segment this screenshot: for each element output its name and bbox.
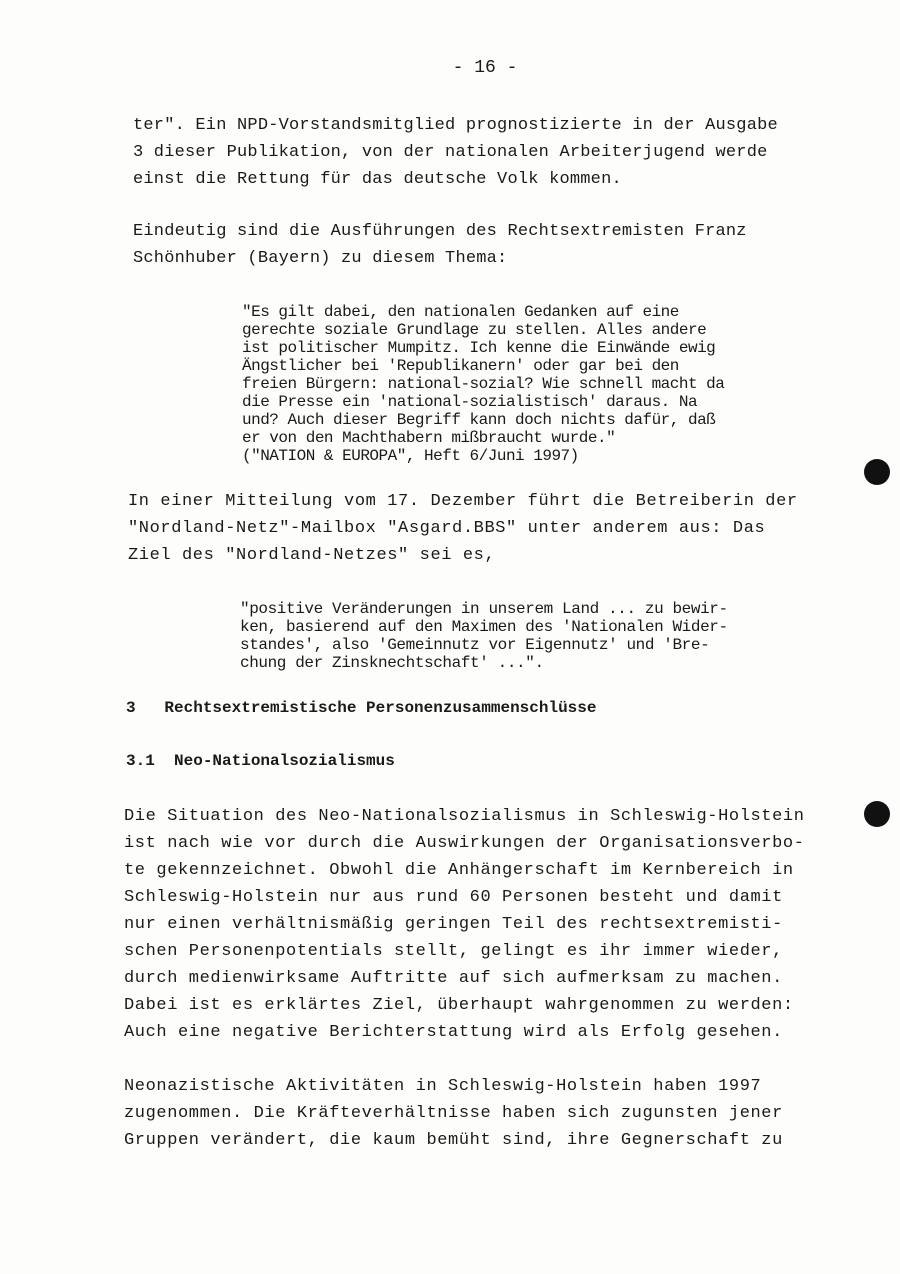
margin-punch-hole-mark	[864, 801, 890, 827]
paragraph-schoenhuber-intro: Eindeutig sind die Ausführungen des Rechtsextremisten Franz Schönhuber (Bayern) zu diesem Thema:	[133, 222, 747, 268]
quote-nordland-netz: "positive Veränderungen in unserem Land ... zu bewir- ken, basierend auf den Maximen des 'Nationalen Wider- standes', also 'Gemeinnutz vor Eigennutz' und 'Bre- chung der Zinsknechtschaft' ...".	[240, 600, 728, 672]
page-number: - 16 -	[452, 58, 518, 78]
paragraph-neo-ns-situation: Die Situation des Neo-Nationalsozialismus in Schleswig-Holstein ist nach wie vor durch die Auswirkungen der Organisationsverbo- te gekennzeichnet. Obwohl die Anhängerschaft im Kernbereich in Schleswig-Holstein nur aus rund 60 Personen besteht und damit nur einen verhältnismäßig geringen Teil des rechtsextremisti- schen Personenpotentials stellt, gelingt es ihr immer wieder, durch medienwirksame Auftritte auf sich aufmerksam zu machen. Dabei ist es erklärtes Ziel, überhaupt wahrgenommen zu werden: Auch eine negative Berichterstattung wird als Erfolg gesehen.	[124, 807, 805, 1042]
paragraph-continuation: ter". Ein NPD-Vorstandsmitglied prognostizierte in der Ausgabe 3 dieser Publikation, von der nationalen Arbeiterjugend werde einst die Rettung für das deutsche Volk kommen.	[133, 116, 778, 189]
paragraph-nordland-intro: In einer Mitteilung vom 17. Dezember führt die Betreiberin der "Nordland-Netz"-Mailbox "Asgard.BBS" unter anderem aus: Das Ziel des "Nordland-Netzes" sei es,	[128, 492, 798, 565]
section-heading-3-1: 3.1 Neo-Nationalsozialismus	[126, 752, 395, 770]
section-heading-3: 3 Rechtsextremistische Personenzusammenschlüsse	[126, 699, 597, 717]
paragraph-neonazi-activities: Neonazistische Aktivitäten in Schleswig-Holstein haben 1997 zugenommen. Die Kräfteverhältnisse haben sich zugunsten jener Gruppen verändert, die kaum bemüht sind, ihre Gegnerschaft zu	[124, 1077, 783, 1150]
quote-schoenhuber: "Es gilt dabei, den nationalen Gedanken auf eine gerechte soziale Grundlage zu stellen. Alles andere ist politischer Mumpitz. Ich kenne die Einwände ewig Ängstlicher bei 'Republikanern' oder gar bei den freien Bürgern: national-sozial? Wie schnell macht da die Presse ein 'national-sozialistisch' daraus. Na und? Auch dieser Begriff kann doch nichts dafür, daß er von den Machthabern mißbraucht wurde." ("NATION & EUROPA", Heft 6/Juni 1997)	[242, 303, 725, 465]
margin-punch-hole-mark	[864, 459, 890, 485]
